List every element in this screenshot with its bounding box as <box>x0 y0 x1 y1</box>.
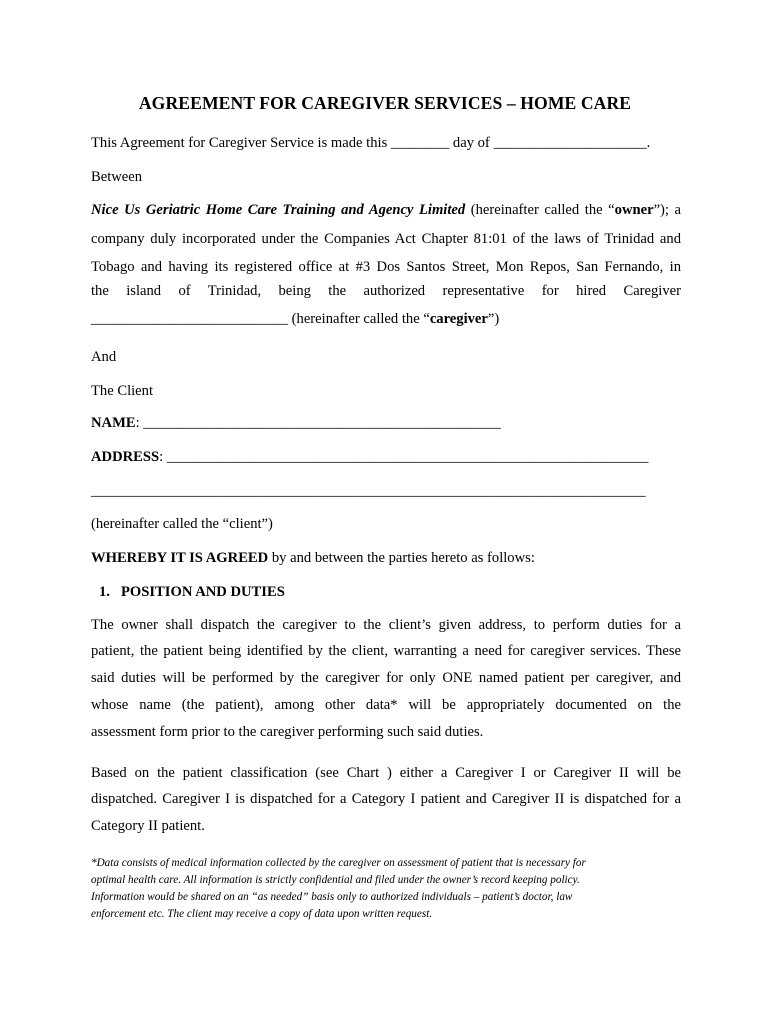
intro-line: This Agreement for Caregiver Service is made this ________ day of _____________________. <box>91 135 651 151</box>
caregiver-called-end: ”) <box>487 311 500 327</box>
name-field <box>91 414 681 432</box>
owner-line-2: company duly incorporated under the Companies Act Chapter 81:01 of the laws of Trinidad and <box>91 231 681 247</box>
para2-line-3: Category II patient. <box>91 818 205 834</box>
whereby-line <box>91 549 681 567</box>
between-label: Between <box>91 169 143 185</box>
para1-line-3: said duties will be performed by the caregiver for only ONE named patient per caregiver, and <box>91 670 681 686</box>
address-label: ADDRESS <box>91 449 160 465</box>
owner-line-1 <box>91 201 681 219</box>
footnote-line-3: Information would be shared on an “as needed” basis only to authorized individuals – patient’s doctor, law <box>91 891 573 903</box>
footnote-line-2: optimal health care. All information is strictly confidential and filed under the owner’s record keeping policy. <box>91 874 580 886</box>
footnote-line-4: enforcement etc. The client may receive a copy of data upon written request. <box>91 908 433 920</box>
caregiver-called-text: (hereinafter called the “ <box>288 311 430 327</box>
whereby-bold: WHEREBY IT IS AGREED <box>91 550 269 566</box>
section-1-title: POSITION AND DUTIES <box>121 584 285 600</box>
document-title: AGREEMENT FOR CAREGIVER SERVICES – HOME CARE <box>138 93 632 113</box>
caregiver-word: caregiver <box>429 311 488 327</box>
client-called-text: (hereinafter called the “client”) <box>91 516 273 532</box>
owner-word: owner <box>614 202 654 218</box>
owner-company-name: Nice Us Geriatric Home Care Training and Agency Limited <box>91 202 466 218</box>
address-blank-line-2: ____________________________________________________________________________ <box>91 483 646 499</box>
owner-line-3: Tobago and having its registered office at #3 Dos Santos Street, Mon Repos, San Fernando, in <box>91 259 681 275</box>
name-blank: : _________________________________________________ <box>135 415 501 431</box>
owner-line-4: the island of Trinidad, being the authorized representative for hired Caregiver <box>91 283 681 299</box>
para1-line-4: whose name (the patient), among other data* will be appropriately documented on the <box>91 697 681 713</box>
para1-line-1: The owner shall dispatch the caregiver to the client’s given address, to perform duties for a <box>91 617 681 633</box>
address-field <box>91 448 681 466</box>
name-label: NAME <box>91 415 136 431</box>
and-label: And <box>91 349 117 365</box>
para2-line-1: Based on the patient classification (see Chart ) either a Caregiver I or Caregiver II will be <box>91 765 681 781</box>
section-1-heading <box>91 583 681 601</box>
the-client-label: The Client <box>91 383 154 399</box>
owner-called-text: (hereinafter called the “ <box>465 202 615 218</box>
owner-called-end: ”); a <box>653 202 681 218</box>
para1-line-5: assessment form prior to the caregiver performing such said duties. <box>91 724 484 740</box>
address-blank: : __________________________________________________________________ <box>159 449 649 465</box>
para1-line-2: patient, the patient being identified by the client, warranting a need for caregiver services. These <box>91 643 681 659</box>
owner-line-5 <box>91 310 681 328</box>
caregiver-name-blank: ___________________________ <box>91 311 289 327</box>
para2-line-2: dispatched. Caregiver I is dispatched for a Category I patient and Caregiver II is dispatched for a <box>91 791 681 807</box>
section-1-number: 1. <box>99 584 110 600</box>
footnote-line-1: *Data consists of medical information collected by the caregiver on assessment of patient that is necessary for <box>91 857 586 869</box>
whereby-rest: by and between the parties hereto as follows: <box>268 550 535 566</box>
